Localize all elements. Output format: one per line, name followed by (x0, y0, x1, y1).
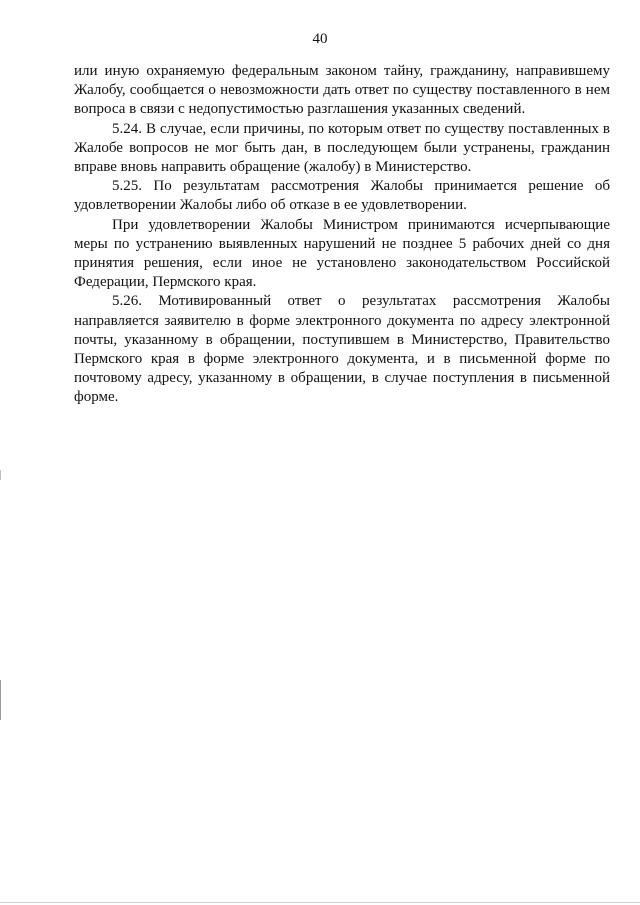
scan-bottom-artifact (0, 902, 640, 903)
scan-edge-artifact (0, 0, 1, 905)
paragraph-5-26: 5.26. Мотивированный ответ о результатах рассмотрения Жалобы направляется заявителю в форме электронного документа по адресу электронной почты, указанному в обращении, поступившем в Министерство, Правительство Пермского края в форме электронного документа, и в письменной форме по почтовому адресу, указанному в обращении, в случае поступления в письменной форме. (74, 293, 610, 406)
paragraph-continuation: или иную охраняемую федеральным законом тайну, гражданину, направившему Жалобу, сообщается о невозможности дать ответ по существу поставленного в нем вопроса в связи с недопустимостью разглашения указанных сведений. (74, 63, 610, 118)
body-text (74, 62, 610, 408)
paragraph-5-25: 5.25. По результатам рассмотрения Жалобы принимается решение об удовлетворении Жалобы либо об отказе в ее удовлетворении. (74, 178, 610, 214)
paragraph-satisfaction: При удовлетворении Жалобы Министром принимаются исчерпывающие меры по устранению выявленных нарушений не позднее 5 рабочих дней со дня принятия решения, если иное не установлено законодательством Российской Федерации, Пермского края. (74, 216, 610, 291)
page-number: 40 (312, 31, 328, 47)
paragraph-5-24: 5.24. В случае, если причины, по которым ответ по существу поставленных в Жалобе вопросов не мог быть дан, в последующем были устранены, гражданин вправе вновь направить обращение (жалобу) в Министерство. (74, 120, 610, 176)
